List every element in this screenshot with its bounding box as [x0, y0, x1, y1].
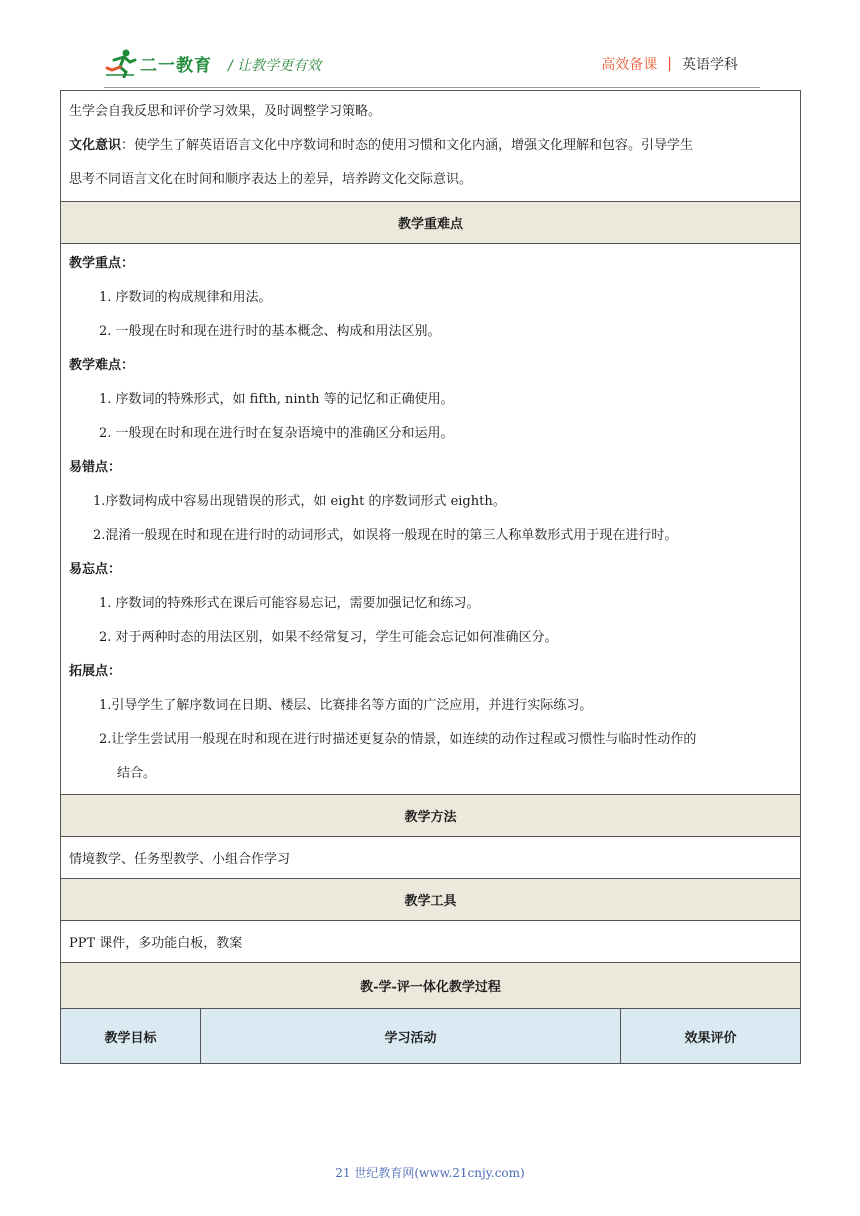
key-points-heading: 教学重难点	[61, 202, 801, 244]
slogan: / 让教学更有效	[228, 58, 322, 74]
difficulty-item: 2. 一般现在时和现在进行时在复杂语境中的准确区分和运用。	[99, 426, 454, 441]
extend-item: 2.让学生尝试用一般现在时和现在进行时描述更复杂的情景，如连续的动作过程或习惯性与临时性动作的	[99, 732, 697, 747]
culture-label: 文化意识	[69, 138, 122, 153]
tag-prep: 高效备课	[601, 57, 658, 73]
difficulty-label: 教学难点：	[69, 358, 135, 373]
column-header-evaluation: 效果评价	[621, 1009, 801, 1064]
lesson-plan-table	[60, 90, 801, 1064]
extend-item: 1.引导学生了解序数词在日期、楼层、比赛排名等方面的广泛应用，并进行实际练习。	[99, 698, 593, 713]
subject-tag	[601, 54, 738, 74]
logo-text: 二一教育	[140, 55, 212, 76]
focus-item: 2. 一般现在时和现在进行时的基本概念、构成和用法区别。	[99, 324, 441, 339]
header-divider	[104, 87, 760, 88]
extend-item-cont: 结合。	[117, 766, 157, 781]
culture-text-1: ：使学生了解英语语言文化中序数词和时态的使用习惯和文化内涵，增强文化理解和包容。引导学生	[121, 138, 694, 153]
key-points-cell	[61, 244, 801, 795]
method-text: 情境教学、任务型教学、小组合作学习	[61, 837, 801, 879]
tag-separator: |	[667, 56, 672, 72]
error-item: 1.序数词构成中容易出现错误的形式，如 eight 的序数词形式 eighth。	[93, 494, 506, 509]
process-heading: 教-学-评一体化教学过程	[61, 963, 801, 1009]
error-label: 易错点：	[69, 460, 122, 475]
column-header-objective: 教学目标	[61, 1009, 201, 1064]
tag-subject: 英语学科	[682, 57, 738, 73]
culture-line-1	[69, 129, 792, 163]
difficulty-item: 1. 序数词的特殊形式，如 fifth, ninth 等的记忆和正确使用。	[99, 392, 454, 407]
logo	[104, 48, 212, 78]
forget-item: 1. 序数词的特殊形式在课后可能容易忘记，需要加强记忆和练习。	[99, 596, 480, 611]
method-heading: 教学方法	[61, 795, 801, 837]
tools-text: PPT 课件，多功能白板，教案	[61, 921, 801, 963]
footer-source: 21 世纪教育网(www.21cnjy.com)	[335, 1166, 525, 1180]
tools-heading: 教学工具	[61, 879, 801, 921]
focus-item: 1. 序数词的构成规律和用法。	[99, 290, 272, 305]
forget-item: 2. 对于两种时态的用法区别，如果不经常复习，学生可能会忘记如何准确区分。	[99, 630, 558, 645]
column-header-activity: 学习活动	[201, 1009, 621, 1064]
intro-line: 生学会自我反思和评价学习效果，及时调整学习策略。	[69, 104, 382, 119]
culture-line-2: 思考不同语言文化在时间和顺序表达上的差异，培养跨文化交际意识。	[69, 172, 473, 187]
forget-label: 易忘点：	[69, 562, 122, 577]
objectives-cell	[61, 91, 801, 202]
runner-logo-icon	[104, 48, 138, 78]
page-header	[60, 40, 760, 88]
focus-label: 教学重点：	[69, 256, 135, 271]
extend-label: 拓展点：	[69, 664, 122, 679]
error-item: 2.混淆一般现在时和现在进行时的动词形式，如误将一般现在时的第三人称单数形式用于现在进行时。	[93, 528, 678, 543]
